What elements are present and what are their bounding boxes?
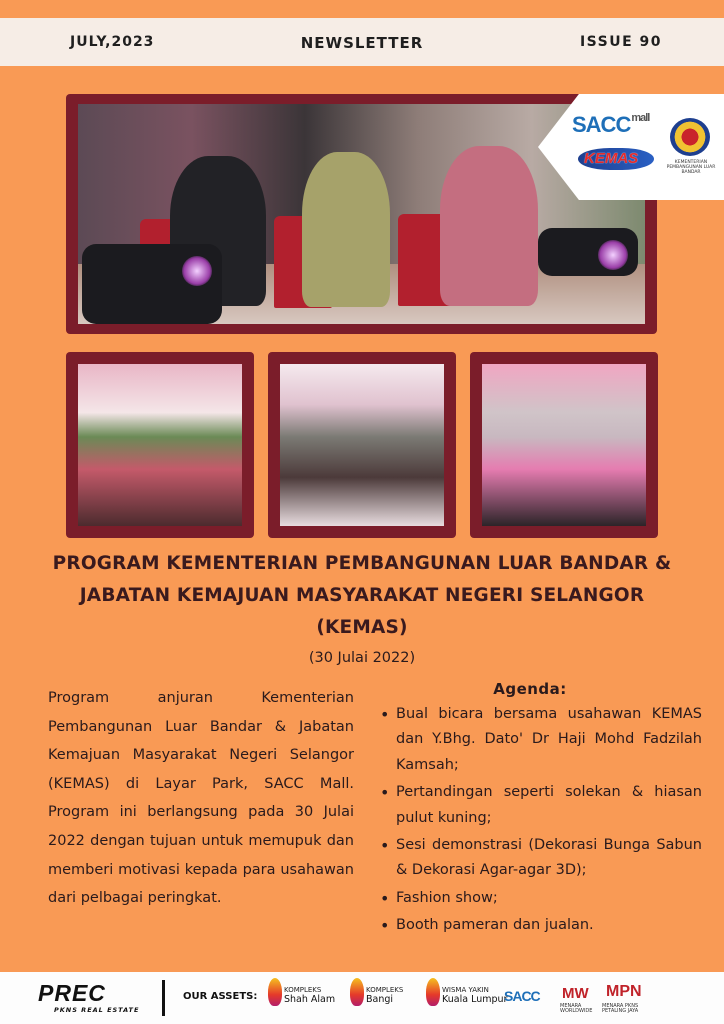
prec-subtitle: PKNS REAL ESTATE — [54, 1006, 140, 1014]
asset-name: Bangi — [366, 994, 394, 1005]
asset-name: Shah Alam — [284, 994, 336, 1005]
agenda-list — [374, 702, 702, 941]
newsletter-title: NEWSLETTER — [300, 34, 424, 52]
issue-date: JULY,2023 — [70, 34, 155, 50]
agenda-item: • Booth pameran dan jualan. — [374, 913, 702, 938]
asset-type: WISMA YAKIN — [442, 986, 489, 994]
speaker-figure — [440, 146, 538, 306]
prec-logo: PREC — [38, 980, 106, 1006]
event-photo-booth — [78, 364, 242, 526]
flame-icon — [350, 978, 364, 1006]
footer-sacc-logo: SACC — [504, 988, 540, 1004]
ministry-crest-icon — [670, 118, 710, 156]
our-assets-label: OUR ASSETS: — [183, 991, 258, 1002]
speaker-figure — [302, 152, 390, 307]
ministry-caption: KEMENTERIAN PEMBANGUNAN LUAR BANDAR — [666, 160, 716, 175]
article-title — [0, 548, 724, 644]
menara-worldwide-logo: MW — [562, 985, 589, 1002]
issue-number: ISSUE 90 — [579, 34, 662, 50]
title-line: PROGRAM KEMENTERIAN PEMBANGUNAN LUAR BANDAR & — [52, 553, 672, 574]
menara-worldwide-caption: MENARA WORLDWIDE — [560, 1003, 593, 1014]
agenda-heading: Agenda: — [493, 680, 567, 698]
flame-icon — [268, 978, 282, 1006]
event-photo-audience — [482, 364, 646, 526]
sacc-mall-logo: $SACC^{mall}$ — [572, 112, 650, 137]
newsletter-header — [0, 18, 724, 66]
asset-type: KOMPLEKS — [284, 986, 322, 994]
article-body: Program anjuran Kementerian Pembangunan Luar Bandar & Jabatan Kemajuan Masyarakat Negeri Selangor (KEMAS) di Layar Park, SACC Mall. Program ini berlangsung pada 30 Julai 2022 dengan tujuan untuk memupuk dan memberi motivasi kepada para usahawan dari pelbagai peringkat. — [48, 690, 354, 907]
agenda-item: • Pertandingan seperti solekan & hiasan pulut kuning; — [374, 780, 702, 831]
article-date: (30 Julai 2022) — [308, 650, 416, 666]
agenda-item: • Fashion show; — [374, 886, 702, 911]
stage-light — [538, 228, 638, 276]
flame-icon — [426, 978, 440, 1006]
stage-light — [82, 244, 222, 324]
asset-type: KOMPLEKS — [366, 986, 404, 994]
title-line: (KEMAS) — [316, 617, 408, 638]
menara-pkns-logo: MPN — [606, 983, 642, 1000]
agenda-item: • Sesi demonstrasi (Dekorasi Bunga Sabun & Dekorasi Agar-agar 3D); — [374, 833, 702, 884]
menara-pkns-caption: MENARA PKNS PETALING JAYA — [602, 1003, 639, 1014]
footer-divider — [162, 980, 165, 1016]
title-line: JABATAN KEMAJUAN MASYARAKAT NEGERI SELANGOR — [79, 585, 645, 606]
asset-name: Kuala Lumpur — [442, 994, 508, 1005]
event-photo-tent — [280, 364, 444, 526]
agenda-item: • Bual bicara bersama usahawan KEMAS dan Y.Bhg. Dato' Dr Haji Mohd Fadzilah Kamsah; — [374, 702, 702, 778]
kemas-logo-text: KEMAS — [584, 150, 639, 167]
